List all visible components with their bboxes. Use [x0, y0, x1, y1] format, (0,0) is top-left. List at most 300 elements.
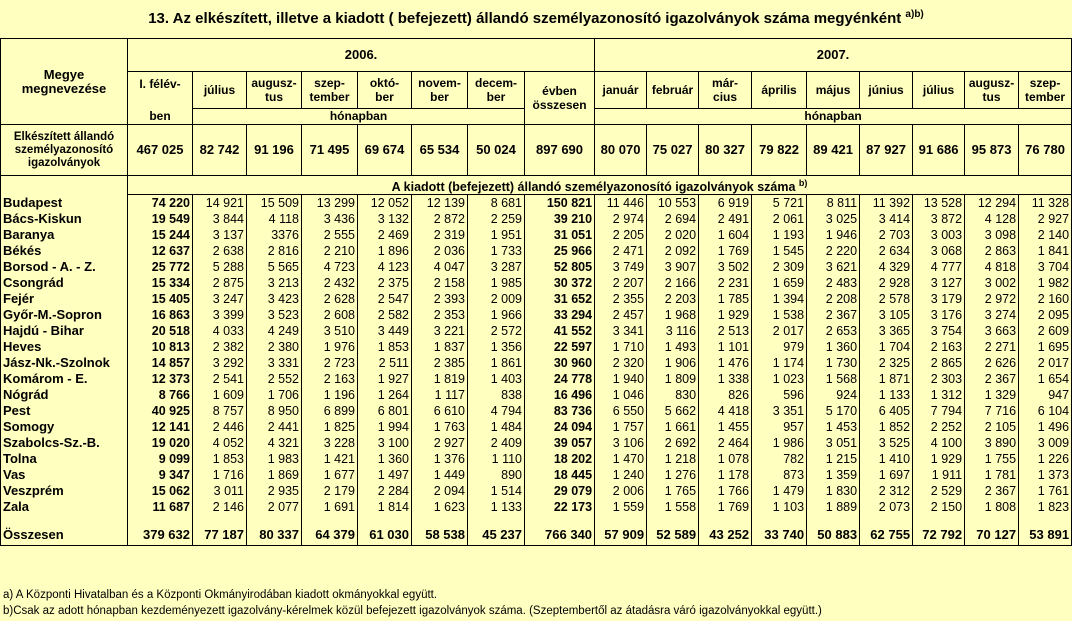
cell-value: 1 559 — [595, 499, 647, 515]
cell-value: 12 373 — [128, 371, 193, 387]
prepared-row — [1, 125, 1072, 176]
total-value: 70 127 — [965, 525, 1019, 546]
cell-value: 2 927 — [1019, 211, 1072, 227]
cell-value: 4 418 — [699, 403, 752, 419]
cell-value: 12 052 — [358, 195, 412, 212]
cell-value: 1 765 — [647, 483, 699, 499]
cell-value: 1 927 — [358, 371, 412, 387]
table-row — [1, 227, 1072, 243]
county-header: Megye megnevezése — [1, 39, 128, 125]
cell-value: 1 896 — [358, 243, 412, 259]
prepared-value: 80 070 — [595, 125, 647, 176]
cell-value: 1 691 — [302, 499, 358, 515]
cell-value: 1 403 — [468, 371, 525, 387]
cell-value: 1 951 — [468, 227, 525, 243]
cell-value: 1 338 — [699, 371, 752, 387]
cell-value: 1 421 — [302, 451, 358, 467]
total-value: 80 337 — [247, 525, 302, 546]
prepared-value: 69 674 — [358, 125, 412, 176]
cell-value: 1 133 — [860, 387, 913, 403]
total-value: 62 755 — [860, 525, 913, 546]
total-value: 43 252 — [699, 525, 752, 546]
cell-value: 2 017 — [1019, 355, 1072, 371]
year-2006-header: 2006. — [128, 39, 595, 72]
cell-value: 2 875 — [193, 275, 247, 291]
cell-value: 3 423 — [247, 291, 302, 307]
cell-value: 2 552 — [247, 371, 302, 387]
total-row — [1, 525, 1072, 546]
cell-value: 1 852 — [860, 419, 913, 435]
cell-value: 2 140 — [1019, 227, 1072, 243]
cell-value: 1 497 — [358, 467, 412, 483]
cell-value: 2 694 — [647, 211, 699, 227]
cell-value: 2 393 — [412, 291, 468, 307]
cell-value: 12 141 — [128, 419, 193, 435]
cell-value: 1 196 — [302, 387, 358, 403]
footnote-b: b)Csak az adott hónapban kezdeményezett igazolvány-kérelmek közül befejezett igazolványok száma. (Szeptembertől az átadásra váró igazolványokkal együtt.) — [3, 605, 822, 617]
total-value: 64 379 — [302, 525, 358, 546]
total-value: 61 030 — [358, 525, 412, 546]
cell-value: 1 373 — [1019, 467, 1072, 483]
cell-value: 1 226 — [1019, 451, 1072, 467]
cell-value: 1 710 — [595, 339, 647, 355]
cell-value: 3 132 — [358, 211, 412, 227]
cell-value: 1 871 — [860, 371, 913, 387]
cell-value: 1 623 — [412, 499, 468, 515]
cell-value: 11 446 — [595, 195, 647, 212]
cell-value: 1 178 — [699, 467, 752, 483]
footnotes — [3, 587, 822, 619]
cell-value: 2 252 — [913, 419, 965, 435]
cell-value: 1 514 — [468, 483, 525, 499]
cell-value: 39 210 — [525, 211, 595, 227]
cell-value: 1 841 — [1019, 243, 1072, 259]
cell-value: 15 062 — [128, 483, 193, 499]
cell-value: 1 568 — [807, 371, 860, 387]
cell-value: 1 218 — [647, 451, 699, 467]
cell-value: 2 105 — [965, 419, 1019, 435]
cell-value: 1 659 — [752, 275, 807, 291]
county-name: Pest — [1, 403, 128, 419]
cell-value: 3 011 — [193, 483, 247, 499]
cell-value: 1 654 — [1019, 371, 1072, 387]
table-row — [1, 339, 1072, 355]
spacer-cell — [647, 515, 699, 525]
monthly-label-2007: hónapban — [595, 108, 1072, 125]
cell-value: 2 865 — [913, 355, 965, 371]
cell-value: 979 — [752, 339, 807, 355]
table-row — [1, 275, 1072, 291]
cell-value: 2 160 — [1019, 291, 1072, 307]
cell-value: 1 976 — [302, 339, 358, 355]
cell-value: 2 626 — [965, 355, 1019, 371]
cell-value: 3 510 — [302, 323, 358, 339]
spacer-cell — [860, 515, 913, 525]
cell-value: 3 213 — [247, 275, 302, 291]
total-label: Összesen — [1, 525, 128, 546]
spacer-cell — [699, 515, 752, 525]
cell-value: 3 274 — [965, 307, 1019, 323]
cell-value: 1 661 — [647, 419, 699, 435]
issued-caption: A kiadott (befejezett) állandó személyazonosító igazolványok száma $^{b)}$ — [128, 176, 1072, 195]
month-2006-header: július — [193, 72, 247, 109]
prepared-value: 80 327 — [699, 125, 752, 176]
cell-value: 2 457 — [595, 307, 647, 323]
cell-value: 13 299 — [302, 195, 358, 212]
cell-value: 1 861 — [468, 355, 525, 371]
cell-value: 1 814 — [358, 499, 412, 515]
cell-value: 2 863 — [965, 243, 1019, 259]
cell-value: 4 794 — [468, 403, 525, 419]
month-2007-header: január — [595, 72, 647, 109]
cell-value: 2 634 — [860, 243, 913, 259]
prepared-value: 91 196 — [247, 125, 302, 176]
cell-value: 3 002 — [965, 275, 1019, 291]
year-2007-header: 2007. — [595, 39, 1072, 72]
total-value: 33 740 — [752, 525, 807, 546]
cell-value: 2 006 — [595, 483, 647, 499]
county-name: Vas — [1, 467, 128, 483]
cell-value: 30 960 — [525, 355, 595, 371]
cell-value: 4 100 — [913, 435, 965, 451]
cell-value: 1 496 — [1019, 419, 1072, 435]
header-year-row — [1, 39, 1072, 72]
cell-value: 16 496 — [525, 387, 595, 403]
prepared-label: Elkészített állandó személyazonosító igazolványok — [1, 125, 128, 176]
cell-value: 19 020 — [128, 435, 193, 451]
cell-value: 20 518 — [128, 323, 193, 339]
cell-value: 1 929 — [699, 307, 752, 323]
cell-value: 2 203 — [647, 291, 699, 307]
cell-value: 890 — [468, 467, 525, 483]
cell-value: 40 925 — [128, 403, 193, 419]
cell-value: 8 766 — [128, 387, 193, 403]
cell-value: 1 677 — [302, 467, 358, 483]
cell-value: 2 547 — [358, 291, 412, 307]
cell-value: 2 073 — [860, 499, 913, 515]
cell-value: 7 794 — [913, 403, 965, 419]
cell-value: 1 604 — [699, 227, 752, 243]
cell-value: 2 464 — [699, 435, 752, 451]
cell-value: 2 009 — [468, 291, 525, 307]
cell-value: 1 101 — [699, 339, 752, 355]
county-name: Budapest — [1, 195, 128, 212]
table-row — [1, 243, 1072, 259]
cell-value: 1 808 — [965, 499, 1019, 515]
data-table — [0, 38, 1072, 546]
cell-value: 2 036 — [412, 243, 468, 259]
month-2007-header: már- cius — [699, 72, 752, 109]
cell-value: 1 215 — [807, 451, 860, 467]
cell-value: 2 205 — [595, 227, 647, 243]
cell-value: 1 470 — [595, 451, 647, 467]
cell-value: 2 309 — [752, 259, 807, 275]
cell-value: 2 382 — [193, 339, 247, 355]
cell-value: 1 911 — [913, 467, 965, 483]
monthly-label-2006: hónapban — [193, 108, 525, 125]
cell-value: 4 128 — [965, 211, 1019, 227]
cell-value: 782 — [752, 451, 807, 467]
prepared-value: 89 421 — [807, 125, 860, 176]
cell-value: 12 637 — [128, 243, 193, 259]
total-value: 58 538 — [412, 525, 468, 546]
cell-value: 1 193 — [752, 227, 807, 243]
cell-value: 15 244 — [128, 227, 193, 243]
cell-value: 3 105 — [860, 307, 913, 323]
total-value: 77 187 — [193, 525, 247, 546]
cell-value: 11 392 — [860, 195, 913, 212]
cell-value: 1 240 — [595, 467, 647, 483]
spacer-cell — [468, 515, 525, 525]
cell-value: 2 325 — [860, 355, 913, 371]
cell-value: 1 453 — [807, 419, 860, 435]
cell-value: 8 950 — [247, 403, 302, 419]
cell-value: 15 509 — [247, 195, 302, 212]
cell-value: 11 328 — [1019, 195, 1072, 212]
table-row — [1, 467, 1072, 483]
cell-value: 3376 — [247, 227, 302, 243]
cell-value: 1 755 — [965, 451, 1019, 467]
cell-value: 947 — [1019, 387, 1072, 403]
cell-value: 2 208 — [807, 291, 860, 307]
cell-value: 1 376 — [412, 451, 468, 467]
cell-value: 3 051 — [807, 435, 860, 451]
cell-value: 2 150 — [913, 499, 965, 515]
month-2007-header: szep- tember — [1019, 72, 1072, 109]
cell-value: 31 652 — [525, 291, 595, 307]
cell-value: 2 163 — [302, 371, 358, 387]
cell-value: 1 449 — [412, 467, 468, 483]
cell-value: 1 493 — [647, 339, 699, 355]
cell-value: 1 609 — [193, 387, 247, 403]
cell-value: 4 723 — [302, 259, 358, 275]
cell-value: 2 529 — [913, 483, 965, 499]
prepared-value: 75 027 — [647, 125, 699, 176]
cell-value: 1 476 — [699, 355, 752, 371]
table-row — [1, 259, 1072, 275]
cell-value: 4 033 — [193, 323, 247, 339]
cell-value: 1 830 — [807, 483, 860, 499]
cell-value: 2 446 — [193, 419, 247, 435]
prepared-value: 87 927 — [860, 125, 913, 176]
cell-value: 8 681 — [468, 195, 525, 212]
cell-value: 10 813 — [128, 339, 193, 355]
cell-value: 1 455 — [699, 419, 752, 435]
cell-value: 1 769 — [699, 499, 752, 515]
table-row — [1, 195, 1072, 212]
cell-value: 826 — [699, 387, 752, 403]
cell-value: 2 974 — [595, 211, 647, 227]
cell-value: 1 763 — [412, 419, 468, 435]
cell-value: 838 — [468, 387, 525, 403]
county-name: Jász-Nk.-Szolnok — [1, 355, 128, 371]
cell-value: 1 809 — [647, 371, 699, 387]
cell-value: 2 582 — [358, 307, 412, 323]
cell-value: 2 353 — [412, 307, 468, 323]
county-name: Tolna — [1, 451, 128, 467]
spacer-cell — [193, 515, 247, 525]
cell-value: 2 367 — [965, 483, 1019, 499]
cell-value: 2 511 — [358, 355, 412, 371]
cell-value: 9 099 — [128, 451, 193, 467]
cell-value: 7 716 — [965, 403, 1019, 419]
cell-value: 1 706 — [247, 387, 302, 403]
cell-value: 4 249 — [247, 323, 302, 339]
cell-value: 1 264 — [358, 387, 412, 403]
cell-value: 1 837 — [412, 339, 468, 355]
cell-value: 2 220 — [807, 243, 860, 259]
table-row — [1, 355, 1072, 371]
total-value: 50 883 — [807, 525, 860, 546]
cell-value: 2 061 — [752, 211, 807, 227]
spacer-cell — [302, 515, 358, 525]
cell-value: 2 471 — [595, 243, 647, 259]
cell-value: 3 068 — [913, 243, 965, 259]
cell-value: 2 146 — [193, 499, 247, 515]
cell-value: 1 853 — [193, 451, 247, 467]
cell-value: 2 375 — [358, 275, 412, 291]
cell-value: 5 721 — [752, 195, 807, 212]
cell-value: 150 821 — [525, 195, 595, 212]
cell-value: 3 331 — [247, 355, 302, 371]
cell-value: 2 312 — [860, 483, 913, 499]
county-name: Nógrád — [1, 387, 128, 403]
total-value: 766 340 — [525, 525, 595, 546]
cell-value: 2 872 — [412, 211, 468, 227]
cell-value: 3 844 — [193, 211, 247, 227]
cell-value: 1 982 — [1019, 275, 1072, 291]
cell-value: 1 023 — [752, 371, 807, 387]
cell-value: 8 757 — [193, 403, 247, 419]
prepared-value: 82 742 — [193, 125, 247, 176]
total-value: 53 891 — [1019, 525, 1072, 546]
cell-value: 2 653 — [807, 323, 860, 339]
month-2007-header: június — [860, 72, 913, 109]
cell-value: 1 078 — [699, 451, 752, 467]
cell-value: 9 347 — [128, 467, 193, 483]
cell-value: 1 889 — [807, 499, 860, 515]
table-row — [1, 499, 1072, 515]
cell-value: 2 927 — [412, 435, 468, 451]
cell-value: 3 179 — [913, 291, 965, 307]
cell-value: 12 139 — [412, 195, 468, 212]
total-value: 379 632 — [128, 525, 193, 546]
cell-value: 3 872 — [913, 211, 965, 227]
cell-value: 2 972 — [965, 291, 1019, 307]
table-row — [1, 371, 1072, 387]
spacer-row — [1, 515, 1072, 525]
cell-value: 2 555 — [302, 227, 358, 243]
county-name: Csongrád — [1, 275, 128, 291]
cell-value: 2 166 — [647, 275, 699, 291]
cell-value: 1 704 — [860, 339, 913, 355]
cell-value: 1 716 — [193, 467, 247, 483]
prepared-value: 79 822 — [752, 125, 807, 176]
cell-value: 1 825 — [302, 419, 358, 435]
county-name: Heves — [1, 339, 128, 355]
cell-value: 1 929 — [913, 451, 965, 467]
cell-value: 1 545 — [752, 243, 807, 259]
cell-value: 1 484 — [468, 419, 525, 435]
cell-value: 2 319 — [412, 227, 468, 243]
cell-value: 1 479 — [752, 483, 807, 499]
cell-value: 1 983 — [247, 451, 302, 467]
spacer-cell — [807, 515, 860, 525]
cell-value: 2 095 — [1019, 307, 1072, 323]
cell-value: 5 288 — [193, 259, 247, 275]
cell-value: 1 558 — [647, 499, 699, 515]
cell-value: 2 409 — [468, 435, 525, 451]
cell-value: 2 320 — [595, 355, 647, 371]
cell-value: 3 341 — [595, 323, 647, 339]
cell-value: 3 704 — [1019, 259, 1072, 275]
cell-value: 3 098 — [965, 227, 1019, 243]
spacer-cell — [965, 515, 1019, 525]
cell-value: 6 801 — [358, 403, 412, 419]
cell-value: 1 733 — [468, 243, 525, 259]
spacer-cell — [358, 515, 412, 525]
cell-value: 16 863 — [128, 307, 193, 323]
cell-value: 6 405 — [860, 403, 913, 419]
cell-value: 1 781 — [965, 467, 1019, 483]
total-value: 72 792 — [913, 525, 965, 546]
cell-value: 1 994 — [358, 419, 412, 435]
table-row — [1, 483, 1072, 499]
cell-value: 3 116 — [647, 323, 699, 339]
cell-value: 3 754 — [913, 323, 965, 339]
county-name: Veszprém — [1, 483, 128, 499]
month-2007-header: április — [752, 72, 807, 109]
cell-value: 1 276 — [647, 467, 699, 483]
cell-value: 2 935 — [247, 483, 302, 499]
cell-value: 4 118 — [247, 211, 302, 227]
cell-value: 2 020 — [647, 227, 699, 243]
cell-value: 3 025 — [807, 211, 860, 227]
cell-value: 1 174 — [752, 355, 807, 371]
cell-value: 1 360 — [358, 451, 412, 467]
cell-value: 1 766 — [699, 483, 752, 499]
cell-value: 4 329 — [860, 259, 913, 275]
cell-value: 1 117 — [412, 387, 468, 403]
cell-value: 2 017 — [752, 323, 807, 339]
first-half-spacer — [128, 96, 193, 108]
cell-value: 1 966 — [468, 307, 525, 323]
cell-value: 3 414 — [860, 211, 913, 227]
cell-value: 30 372 — [525, 275, 595, 291]
cell-value: 1 761 — [1019, 483, 1072, 499]
cell-value: 3 907 — [647, 259, 699, 275]
cell-value: 6 919 — [699, 195, 752, 212]
county-name: Baranya — [1, 227, 128, 243]
cell-value: 2 210 — [302, 243, 358, 259]
cell-value: 10 553 — [647, 195, 699, 212]
county-name: Somogy — [1, 419, 128, 435]
cell-value: 4 818 — [965, 259, 1019, 275]
header-month-row — [1, 72, 1072, 97]
cell-value: 1 394 — [752, 291, 807, 307]
cell-value: 2 692 — [647, 435, 699, 451]
cell-value: 2 077 — [247, 499, 302, 515]
cell-value: 2 259 — [468, 211, 525, 227]
cell-value: 5 170 — [807, 403, 860, 419]
cell-value: 3 100 — [358, 435, 412, 451]
spacer-cell — [913, 515, 965, 525]
cell-value: 3 365 — [860, 323, 913, 339]
cell-value: 83 736 — [525, 403, 595, 419]
cell-value: 1 046 — [595, 387, 647, 403]
table-title: 13. Az elkészített, illetve a kiadott ( befejezett) állandó személyazonosító igazolványok száma megyénként $^{a)b)}$ — [148, 9, 924, 27]
month-2006-header: augusz- tus — [247, 72, 302, 109]
